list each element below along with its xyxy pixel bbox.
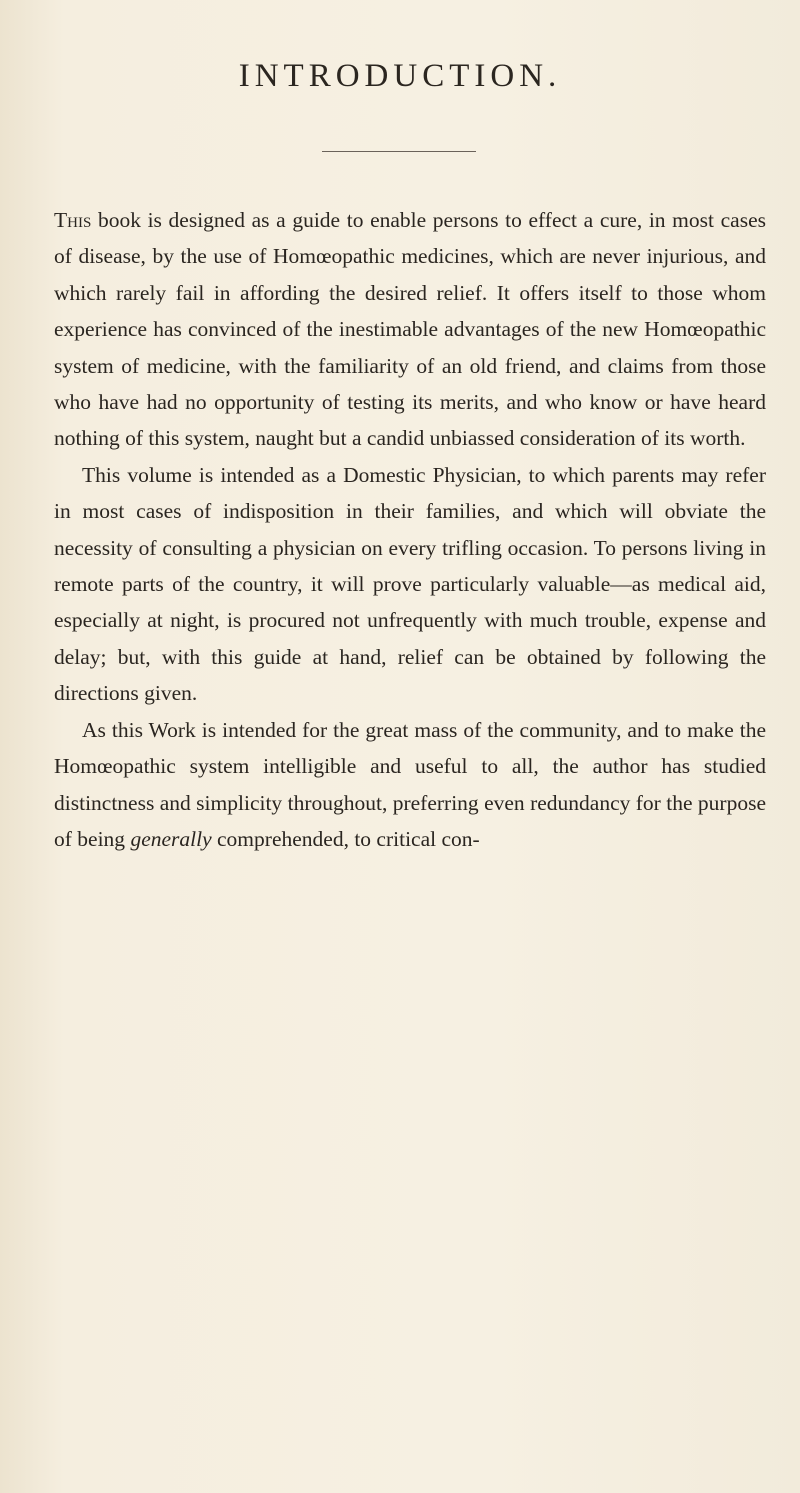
page-title: INTRODUCTION. — [238, 58, 562, 94]
paragraph-2-text: This volume is intended as a Domestic Physician, to which parents may refer in most cases of indisposition in their families, and which will obviate the necessity of consulting a physician on every trifling occasion. To persons living in remote parts of the country, it will prove particularly valuable—as medical aid, especially at night, is procured not unfrequently with much trouble, expense and delay; but, with this guide at hand, relief can be obtained by following the directions given. — [54, 462, 766, 706]
paragraph-1-lead: This — [54, 208, 92, 232]
paragraph-3-emphasis: generally — [130, 826, 212, 851]
paragraph-2 — [54, 457, 766, 712]
paragraph-3 — [54, 712, 766, 858]
body-text — [54, 202, 766, 857]
paragraph-1 — [54, 202, 766, 457]
paragraph-3-text-after: comprehended, to critical con- — [211, 826, 480, 851]
title-divider — [322, 151, 476, 152]
paragraph-1-text: book is designed as a guide to enable persons to effect a cure, in most cases of disease, by the use of Homœopathic medicines, which are never injurious, and which rarely fail in affording the desired relief. It offers itself to those whom experience has convinced of the inestimable advantages of the new Homœopathic system of medicine, with the familiarity of an old friend, and claims from those who have had no opportunity of testing its merits, and who know or have heard nothing of this system, naught but a candid unbiassed consideration of its worth. — [54, 208, 766, 451]
paragraph-3-text-before: As this Work is intended for the great mass of the community, and to make the Homœopathic system intelligible and useful to all, the author has studied distinctness and simplicity throughout, preferring even redundancy for the purpose of being — [54, 717, 766, 851]
